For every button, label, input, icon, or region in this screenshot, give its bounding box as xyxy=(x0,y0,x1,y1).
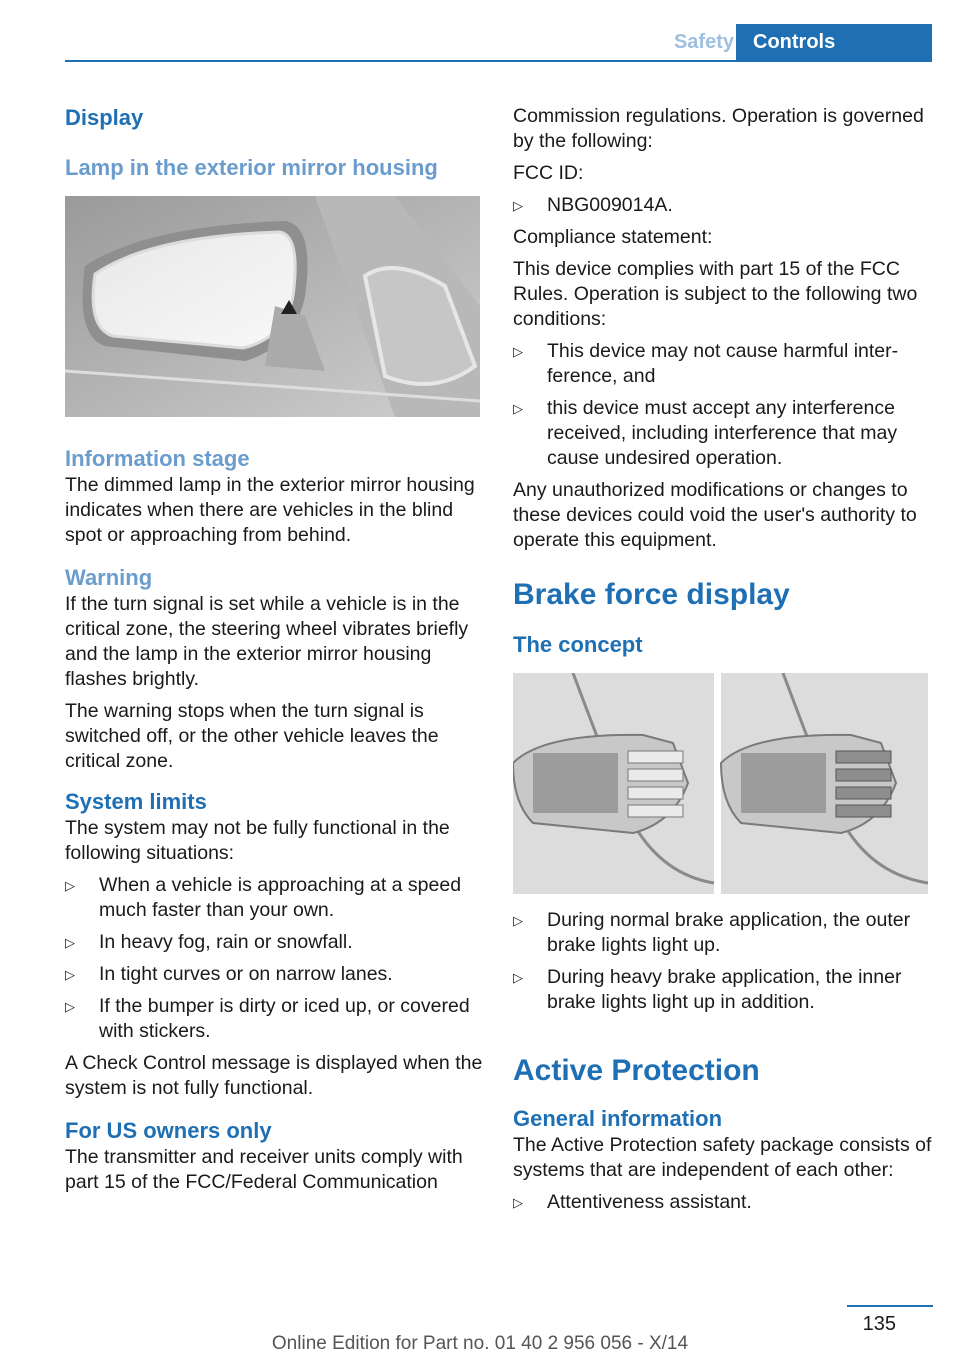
brake-lights-figure xyxy=(513,673,928,894)
triangle-bullet-icon: ▷ xyxy=(65,935,75,950)
mirror-lamp-figure xyxy=(65,196,480,417)
fcc-continued-text: Commission regulations. Operation is governed by the following: xyxy=(513,105,924,152)
right-column xyxy=(513,100,933,1222)
limits-list xyxy=(65,873,483,1044)
active-protection-heading: Active Protection xyxy=(513,1054,760,1087)
list-item: ▷ NBG009014A. xyxy=(513,194,673,216)
warning-text-1: If the turn signal is set while a vehicle is in the critical zone, the steering wheel vibrates briefly and the lamp in the exterior mirror housing flashes brightly. xyxy=(65,593,469,690)
limits-intro: The system may not be fully functional in the following situations: xyxy=(65,817,450,864)
list-item: ▷ This device may not cause harmful interference, and xyxy=(513,340,899,387)
list-item: ▷ this device must accept any interference received, including interference that may cause undesired operation. xyxy=(513,397,898,469)
triangle-bullet-icon: ▷ xyxy=(513,198,523,213)
modifications-text: Any unauthorized modifications or changes to these devices could void the user's authority to operate this equipment. xyxy=(513,479,917,551)
header-tab-controls[interactable]: Controls xyxy=(736,24,932,60)
triangle-bullet-icon: ▷ xyxy=(513,1195,523,1210)
left-column xyxy=(65,100,483,1202)
limits-heading: System limits xyxy=(65,789,207,814)
triangle-bullet-icon: ▷ xyxy=(65,999,75,1014)
fcc-id-list xyxy=(513,193,933,218)
info-heading: Information stage xyxy=(65,446,250,471)
compliance-label: Compliance statement: xyxy=(513,226,713,248)
warning-text-2: The warning stops when the turn signal is switched off, or the other vehicle leaves the critical zone. xyxy=(65,700,439,772)
general-info-text: The Active Protection safety package consists of systems that are independent of each other: xyxy=(513,1134,932,1181)
list-item: ▷ In tight curves or on narrow lanes. xyxy=(65,963,393,985)
page-number: 135 xyxy=(862,1313,896,1335)
list-item: ▷ If the bumper is dirty or iced up, or covered with stickers. xyxy=(65,995,470,1042)
list-item: ▷ Attentiveness assistant. xyxy=(513,1191,752,1213)
concept-heading: The concept xyxy=(513,632,643,657)
list-item: ▷ During normal brake application, the outer brake lights light up. xyxy=(513,909,911,956)
list-item: ▷ During heavy brake application, the inner brake lights light up in addition. xyxy=(513,966,902,1013)
display-heading: Display xyxy=(65,105,144,130)
list-item: ▷ When a vehicle is approaching at a speed much faster than your own. xyxy=(65,874,462,921)
lamp-heading: Lamp in the exterior mirror housing xyxy=(65,155,438,180)
header-divider xyxy=(65,60,932,62)
triangle-bullet-icon: ▷ xyxy=(513,970,523,985)
conditions-list xyxy=(513,339,933,471)
general-info-heading: General information xyxy=(513,1106,723,1131)
list-item: ▷ In heavy fog, rain or snowfall. xyxy=(65,931,353,953)
active-list xyxy=(513,1190,933,1215)
triangle-bullet-icon: ▷ xyxy=(513,344,523,359)
compliance-text: This device complies with part 15 of the FCC Rules. Operation is subject to the following two conditions: xyxy=(513,258,918,330)
header-tab-safety[interactable]: Safety xyxy=(673,31,734,53)
info-text: The dimmed lamp in the exterior mirror housing indicates when there are vehicles in the blind spot or approaching from behind. xyxy=(65,474,475,546)
check-control-text: A Check Control message is displayed when the system is not fully functional. xyxy=(65,1052,483,1099)
warning-heading: Warning xyxy=(65,565,153,590)
fcc-id-label: FCC ID: xyxy=(513,162,584,184)
triangle-bullet-icon: ▷ xyxy=(513,913,523,928)
footer-divider xyxy=(847,1305,933,1307)
triangle-bullet-icon: ▷ xyxy=(65,967,75,982)
brake-force-heading: Brake force display xyxy=(513,578,790,611)
footer-edition-text: Online Edition for Part no. 01 40 2 956 056 - X/14 xyxy=(271,1333,689,1354)
triangle-bullet-icon: ▷ xyxy=(513,401,523,416)
triangle-bullet-icon: ▷ xyxy=(65,878,75,893)
brake-list xyxy=(513,908,933,1015)
us-owners-text: The transmitter and receiver units comply with part 15 of the FCC/Federal Communication xyxy=(65,1146,463,1193)
us-owners-heading: For US owners only xyxy=(65,1118,272,1143)
